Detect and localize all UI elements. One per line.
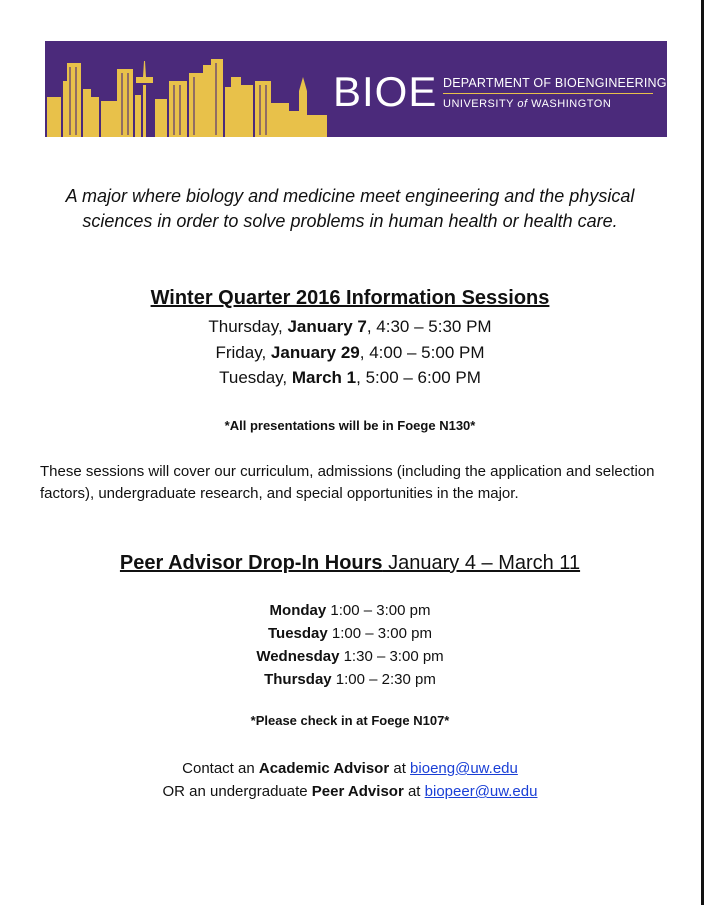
bioe-logo-text: BIOE [333,68,438,115]
info-sessions-title: Winter Quarter 2016 Information Sessions [150,287,550,309]
hours-line: Tuesday 1:00 – 3:00 pm [268,625,432,642]
contact-academic-advisor: Contact an Academic Advisor at bioeng@uw.edu [182,760,518,777]
checkin-note: *Please check in at Foege N107* [250,713,450,728]
tagline: A major where biology and medicine meet engineering and the physical sciences in order to solve problems in human health or health care. [65,186,635,231]
department-name: DEPARTMENT OF BIOENGINEERING [443,76,653,94]
seattle-skyline-graphic [45,41,335,137]
location-note: *All presentations will be in Foege N130* [224,418,476,433]
contact-peer-advisor: OR an undergraduate Peer Advisor at biopeer@uw.edu [162,783,538,800]
session-description: These sessions will cover our curriculum, admissions (including the application and selection factors), undergraduate research, and special opportunities in the major. [40,463,655,502]
hours-line: Thursday 1:00 – 2:30 pm [264,671,436,688]
session-line: Tuesday, March 1, 5:00 – 6:00 PM [219,368,481,387]
peer-advisor-title: Peer Advisor Drop-In Hours January 4 – March 11 [119,552,581,574]
header-banner [45,41,667,137]
peer-advisor-email-link[interactable]: biopeer@uw.edu [424,783,538,800]
university-name: UNIVERSITY of WASHINGTON [443,98,612,110]
hours-line: Monday 1:00 – 3:00 pm [269,602,431,619]
hours-line: Wednesday 1:30 – 3:00 pm [256,648,444,665]
academic-advisor-email-link[interactable]: bioeng@uw.edu [410,760,518,777]
session-line: Friday, January 29, 4:00 – 5:00 PM [215,343,485,362]
session-line: Thursday, January 7, 4:30 – 5:30 PM [208,317,492,336]
bioe-logo [333,68,438,115]
